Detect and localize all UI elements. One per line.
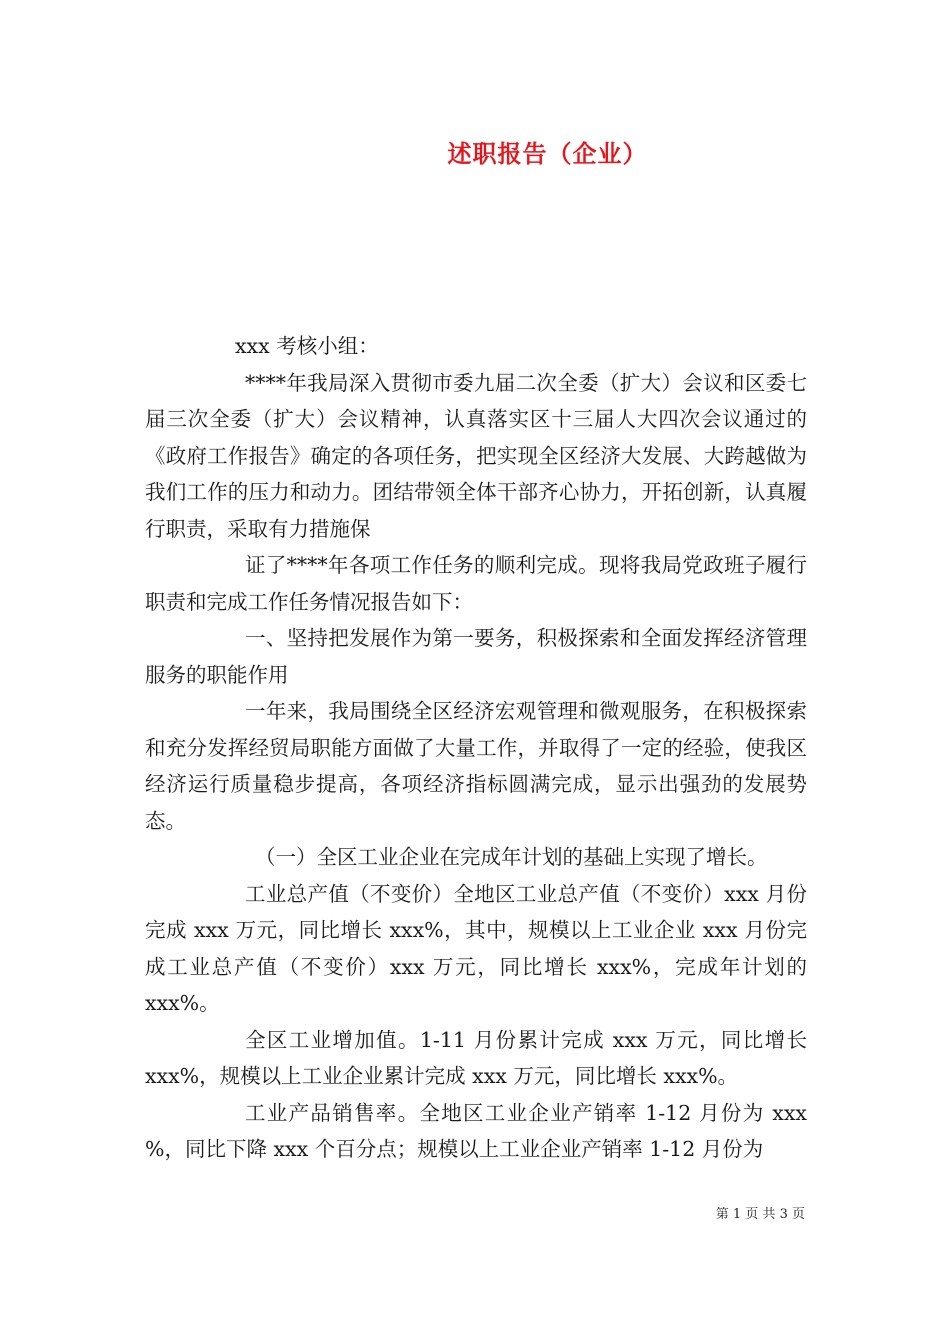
paragraph: 证了****年各项工作任务的顺利完成。现将我局党政班子履行职责和完成工作任务情况报告如下： [145,553,807,614]
paragraph: 工业总产值（不变价）全地区工业总产值（不变价）xxx 月份完成 xxx 万元，同比增长 xxx%，其中，规模以上工业企业 xxx 月份完成工业总产值（不变价）xxx 万元，同比增长 xxx%，完成年计划的 xxx%。 [145,881,807,1015]
page-number: 第 1 页 共 3 页 [715,1207,805,1222]
document-title: 述职报告（企业） [447,139,648,168]
paragraph: 全区工业增加值。1-11 月份累计完成 xxx 万元，同比增长 xxx%，规模以上工业企业累计完成 xxx 万元，同比增长 xxx%。 [145,1027,807,1088]
subsection-heading: （一）全区工业企业在完成年计划的基础上实现了增长。 [255,845,768,869]
paragraph: ****年我局深入贯彻市委九届二次全委（扩大）会议和区委七届三次全委（扩大）会议精神，认真落实区十三届人大四次会议通过的《政府工作报告》确定的各项任务，把实现全区经济大发展、大跨越做为我们工作的压力和动力。团结带领全体干部齐心协力，开拓创新，认真履行职责，采取有力措施保 [145,370,807,541]
document-body [145,328,807,1168]
paragraph: 一年来，我局围绕全区经济宏观管理和微观服务，在积极探索和充分发挥经贸局职能方面做了大量工作，并取得了一定的经验，使我区经济运行质量稳步提高，各项经济指标圆满完成，显示出强劲的发展势态。 [145,699,807,833]
salutation: xxx 考核小组： [235,334,379,358]
paragraph: 工业产品销售率。全地区工业企业产销率 1-12 月份为 xxx %，同比下降 xxx 个百分点；规模以上工业企业产销率 1-12 月份为 [145,1100,807,1161]
section-heading: 一、坚持把发展作为第一要务，积极探索和全面发挥经济管理服务的职能作用 [145,626,807,687]
